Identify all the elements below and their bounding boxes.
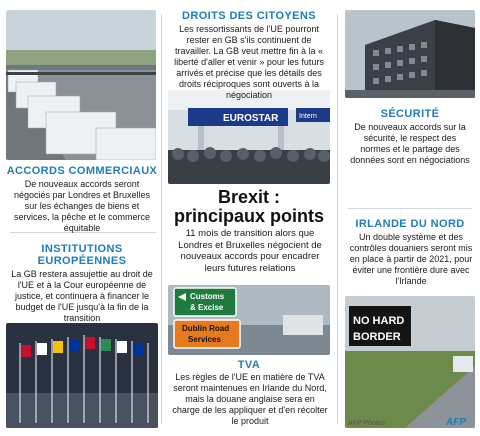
divider-right: [337, 14, 338, 424]
divider-right-h: [348, 208, 472, 209]
commercial-heading: ACCORDS COMMERCIAUX: [6, 165, 158, 177]
eurostar-side-sign: Intern: [299, 113, 317, 120]
photo-credit: AFP Photos: [348, 420, 386, 427]
photo-security-building: [345, 10, 475, 98]
no-hard-border-line2: BORDER: [353, 331, 401, 343]
dublin-sign-line1: Dublin Road: [182, 324, 230, 333]
page-title-line2: principaux points: [173, 206, 324, 226]
security-heading: SÉCURITÉ: [380, 108, 440, 120]
commercial-text: De nouveaux accords seront négociés par Londres et Bruxelles sur les échanges de biens et services, la pêche et le commerce équitable: [13, 179, 151, 233]
vat-text: Les règles de l'UE en matière de TVA seront maintenues en Irlande du Nord, mais la douane anglaise sera en charge de les appliquer et d'en récolter le produit: [172, 372, 328, 426]
photo-customs-signs: [168, 285, 330, 355]
ireland-heading: IRLANDE DU NORD: [355, 218, 465, 230]
intro-text: 11 mois de transition alors que Londres et Bruxelles négocient de nouveaux accords pour encadrer leurs futures relations: [178, 228, 322, 274]
security-text: De nouveaux accords sur la sécurité, le respect des normes et le partage des données sont en négociations: [350, 122, 470, 165]
no-hard-border-line1: NO HARD: [353, 315, 405, 327]
customs-sign-line1: Customs: [190, 292, 225, 301]
institutions-heading-line2: EUROPÉENNES: [37, 255, 127, 267]
dublin-sign-line2: Services: [188, 335, 221, 344]
afp-logo: AFP: [446, 417, 466, 428]
citizens-heading: DROITS DES CITOYENS: [182, 10, 316, 22]
vat-heading: TVA: [237, 359, 261, 371]
institutions-heading-line1: INSTITUTIONS: [41, 243, 123, 255]
customs-sign-line2: & Excise: [190, 303, 224, 312]
eurostar-sign: EUROSTAR: [223, 113, 279, 124]
ireland-text: Un double système et des contrôles douaniers seront mis en place à partir de 2021, pour éviter une frontière dure avec l'Irlande: [349, 232, 473, 286]
photo-truck-queue: [6, 10, 156, 160]
photo-eu-flags: [6, 323, 158, 428]
citizens-text: Les ressortissants de l'UE pourront rester en GB s'ils continuent de travailler. La GB veut mettre fin à la « liberté d'aller et venir » pour les futurs arrivés et précise que les détails des droits réciproques sont ouverts à la négociation: [174, 24, 324, 100]
photo-no-hard-border: [345, 296, 475, 428]
page-title-line1: Brexit :: [217, 187, 280, 207]
institutions-text: La GB restera assujettie au droit de l'UE et à la Cour européenne de justice, et continuera à financer le budget de l'UE jusqu'à la fin de la transition: [11, 269, 153, 323]
photo-eurostar-station: [168, 90, 330, 184]
